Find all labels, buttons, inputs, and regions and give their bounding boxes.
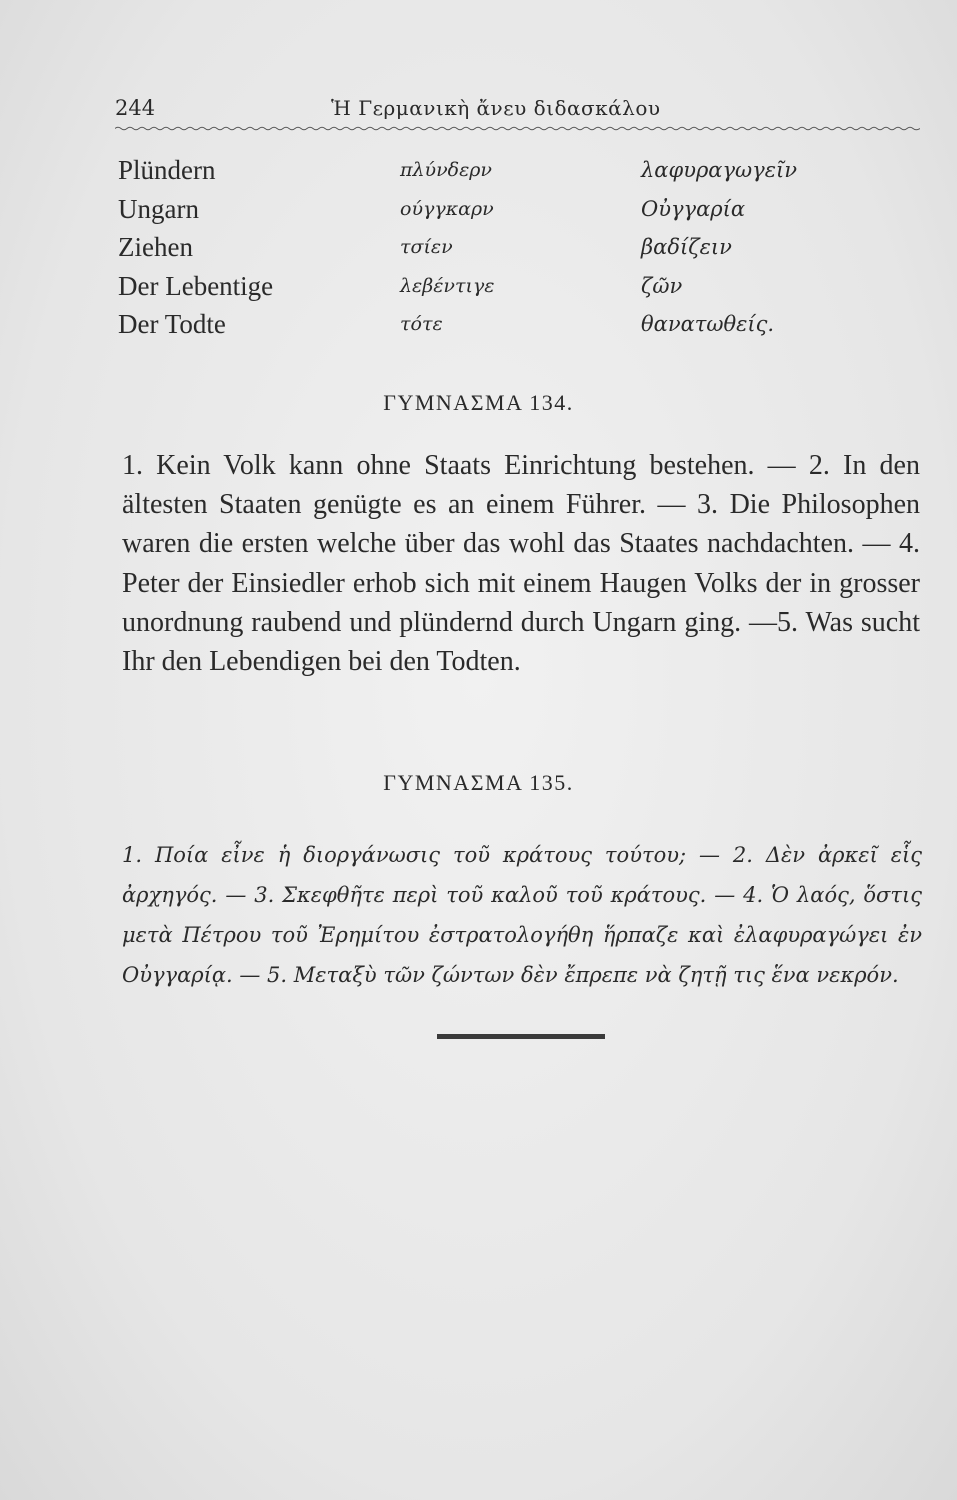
- vocab-greek: λαφυραγωγεῖν: [641, 158, 797, 182]
- vocabulary-table: [118, 155, 878, 348]
- vocab-transliteration: ούγγκαρν: [400, 197, 494, 220]
- page-number: 244: [115, 96, 156, 120]
- vocab-greek: θανατωθείς.: [641, 312, 775, 336]
- vocab-row: [118, 232, 878, 271]
- page-header: [115, 96, 920, 126]
- vocab-greek: ζῶν: [641, 273, 683, 298]
- vocab-german: Der Todte: [118, 309, 226, 339]
- vocab-greek: Οὐγγαρία: [641, 196, 746, 221]
- exercise-134-heading: ΓΥΜΝΑΣΜΑ 134.: [383, 390, 574, 415]
- vocab-german: Der Lebentige: [118, 270, 274, 301]
- vocab-german: Ungarn: [118, 193, 199, 224]
- exercise-135-text: 1. Ποία εἶνε ἡ διοργάνωσις τοῦ κράτους τούτου; — 2. Δὲν ἀρκεῖ εἷς ἀρχηγός. — 3. Σκεφθῆτε περὶ τοῦ καλοῦ τοῦ κράτους. — 4. Ὁ λαός, ὅστις μετὰ Πέτρου τοῦ Ἐρημίτου ἐστρατολογήθη ἥρπαζε καὶ ἐλαφυραγώγει ἐν Οὐγγαρίᾳ. — 5. Μεταξὺ τῶν ζώντων δὲν ἔπρεπε νὰ ζητῇ τις ἕνα νεκρόν.: [122, 843, 922, 987]
- vocab-german: Ziehen: [118, 232, 193, 262]
- vocab-row: [118, 309, 878, 348]
- exercise-134-text: 1. Kein Volk kann ohne Staats Einrichtung bestehen. — 2. In den ältesten Staaten genügte es an einem Führer. — 3. Die Philosophen waren die ersten welche über das wohl das Staates nachdachten. — 4. Peter der Einsiedler erhob sich mit einem Haugen Volks der in grosser unordnung raubend und plündernd durch Ungarn ging. —5. Was sucht Ihr den Lebendigen bei den Todten.: [122, 450, 920, 678]
- vocab-transliteration: λεβέντιγε: [400, 274, 495, 297]
- vocab-transliteration: πλύνδερν: [400, 159, 492, 181]
- vocab-german: Plündern: [118, 155, 216, 185]
- exercise-135-heading: ΓΥΜΝΑΣΜΑ 135.: [383, 770, 574, 795]
- vocab-row: [118, 155, 878, 194]
- vocab-row: [118, 194, 878, 233]
- vocab-row: [118, 271, 878, 310]
- section-end-rule: [437, 1034, 605, 1039]
- header-wavy-rule: [115, 126, 920, 131]
- vocab-transliteration: τότε: [400, 313, 443, 335]
- vocab-greek: βαδίζειν: [641, 235, 732, 259]
- running-title: Ἡ Γερμανικὴ ἄνευ διδασκάλου: [331, 96, 661, 120]
- vocab-transliteration: τσίεν: [400, 236, 453, 258]
